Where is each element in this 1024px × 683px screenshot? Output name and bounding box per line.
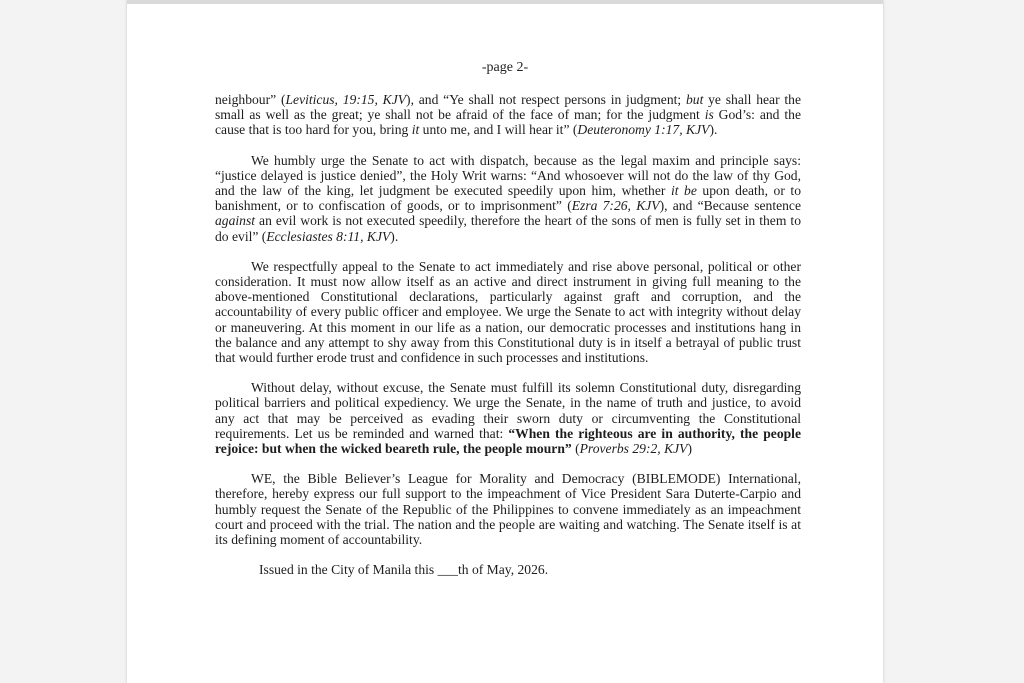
paragraph-text: ), and “Because sentence xyxy=(659,198,801,214)
paragraph-text: ). xyxy=(390,228,399,244)
paragraph-2 xyxy=(215,153,801,244)
document-body xyxy=(215,92,801,577)
paragraph-text: We respectfully appeal to the Senate to act immediately and rise above personal, political or other consideration. It must now allow itself as an active and direct instrument in giving full meaning to the above-mentioned Constitutional declarations, particularly against graft and corruption, and the accountability of every public officer and employee. We urge the Senate to act with integrity without delay or maneuvering. At this moment in our life as a nation, our democratic processes and institutions hang in the balance and any attempt to shy away from this Constitutional duty is in itself a betrayal of public trust that would further erode trust and confidence in such processes and institutions. xyxy=(215,258,801,366)
bold-quote-text: “When the righteous are in authority, the people rejoice: but when the wicked beareth rule, the people mourn” xyxy=(215,425,801,457)
citation-text: against xyxy=(215,213,256,229)
citation-text: is xyxy=(704,107,714,123)
paragraph-text: neighbour” ( xyxy=(215,92,286,107)
paragraph-4 xyxy=(215,380,801,456)
document-page xyxy=(127,0,883,683)
paragraph-text: ye shall hear the small as well as the great; ye shall not be afraid of the face of man; for the judgment xyxy=(215,92,801,123)
paragraph-text: WE, the Bible Believer’s League for Morality and Democracy (BIBLEMODE) International, therefore, hereby express our full support to the impeachment of Vice President Sara Duterte-Carpio and humbly request the Senate of the Republic of the Philippines to convene immediately as an impeachment court and proceed with the trial. The nation and the people are waiting and watching. The Senate itself is at its defining moment of accountability. xyxy=(215,471,801,548)
paragraph-text: ). xyxy=(709,122,718,138)
citation-text: Ecclesiastes 8:11, KJV xyxy=(266,228,391,244)
citation-text: Ezra 7:26, KJV xyxy=(571,198,660,214)
paragraph-1 xyxy=(215,92,801,138)
paragraph-text: Without delay, without excuse, the Senate must fulfill its solemn Constitutional duty, disregarding political barriers and political expediency. We urge the Senate, in the name of truth and justice, to avoid any act that may be perceived as evading their sworn duty or circumventing the Constitutional requirements. Let us be reminded and warned that: xyxy=(215,380,801,441)
issued-line: Issued in the City of Manila this ___th of May, 2026. xyxy=(259,562,549,578)
paragraph-text: unto me, and I will hear it” ( xyxy=(419,122,578,138)
paragraph-3 xyxy=(215,259,801,365)
citation-text: Proverbs 29:2, KJV xyxy=(579,441,688,457)
paragraph-text: ( xyxy=(571,441,580,457)
citation-text: Deuteronomy 1:17, KJV xyxy=(577,122,710,138)
paragraph-text: God’s: and the cause that is too hard for you, bring xyxy=(215,107,801,138)
paragraph-text: We humbly urge the Senate to act with dispatch, because as the legal maxim and principle says: “justice delayed is justice denied”, the Holy Writ warns: “And whosoever will not do the law of thy God, and the law of the king, let judgment be executed speedily upon him, whether xyxy=(215,152,801,199)
paragraph-text: ) xyxy=(687,441,693,457)
page-top-edge xyxy=(127,0,883,4)
paragraph-text: an evil work is not executed speedily, therefore the heart of the sons of men is fully set in them to do evil” ( xyxy=(215,213,801,244)
citation-text: it xyxy=(411,122,420,138)
page-number-label: -page 2- xyxy=(481,60,529,75)
paragraph-text: ), and “Ye shall not respect persons in judgment; xyxy=(406,92,686,107)
citation-text: Leviticus, 19:15, KJV xyxy=(285,92,407,107)
paragraph-5 xyxy=(215,471,801,547)
citation-text: it be xyxy=(670,183,697,199)
paragraph-text: upon death, or to banishment, or to confiscation of goods, or to imprisonment” ( xyxy=(215,183,801,214)
citation-text: but xyxy=(685,92,704,107)
